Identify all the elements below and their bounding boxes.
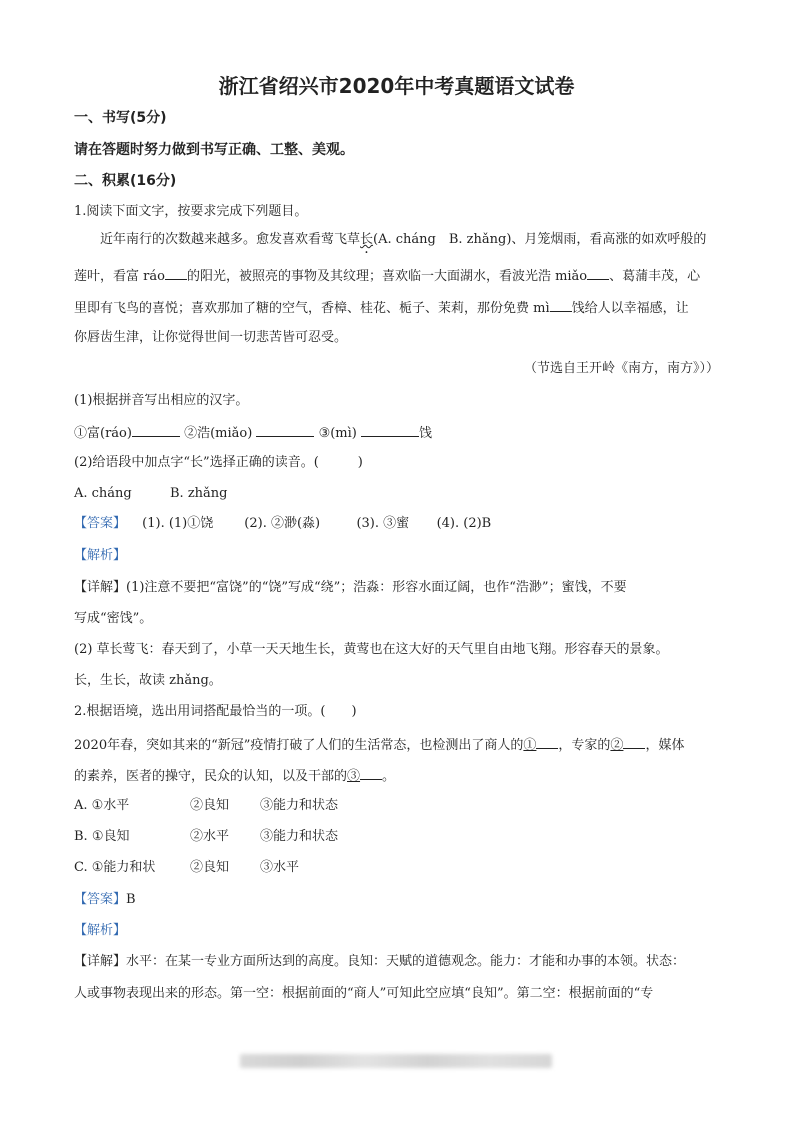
detail-1-line-4: 长，生长，故读 zhǎng。 — [74, 673, 222, 688]
answer-value: B — [126, 892, 136, 907]
answer-label: 【答案】 — [74, 892, 127, 907]
answer-line-1: 【答案】 (1). (1)①饶 (2). ②渺(淼) (3). ③蜜 (4). (2)B — [74, 516, 492, 531]
passage-line-2: 莲叶，看富 ráo 的阳光，被照亮的事物及其纹理；喜欢临一大面湖水，看波光浩 miǎo 、葛蒲丰茂，心 — [74, 266, 700, 286]
detail-2-line-1: 【详解】水平：在某一专业方面所达到的高度。良知：天赋的道德观念。能力：才能和办事的本领。状态： — [74, 954, 686, 969]
blurred-footer — [240, 1054, 552, 1068]
question-2-line-1: 2020年春，突如其来的“新冠”疫情打破了人们的生活常态，也检测出了商人的① ，专家的② ，媒体 — [74, 735, 684, 755]
option-a: A. cháng — [74, 486, 132, 501]
section-2-heading: 二、积累(16分) — [74, 173, 177, 189]
analysis-label-2: 【解析】 — [74, 923, 127, 938]
option-b: B. zhǎng — [170, 486, 228, 501]
q2-option-b: B. ①良知 ②水平 ③能力和状态 — [74, 829, 339, 844]
passage-source: （节选自王开岭《南方，南方》）） — [523, 361, 719, 376]
section-1-heading: 一、书写(5分) — [74, 110, 167, 126]
analysis-label-1: 【解析】 — [74, 548, 127, 563]
q2-option-c: C. ①能力和状 ②良知 ③水平 — [74, 860, 300, 875]
detail-1-line-2: 写成“密饯”。 — [74, 611, 153, 626]
page-title: 浙江省绍兴市2020年中考真题语文试卷 — [218, 74, 575, 98]
answer-label: 【答案】 — [74, 516, 127, 531]
q2-option-a: A. ①水平 ②良知 ③能力和状态 — [74, 798, 339, 813]
passage-line-4: 你唇齿生津，让你觉得世间一切悲苦皆可忍受。 — [74, 330, 348, 345]
passage-line-1: 近年南行的次数越来越多。愈发喜欢看莺飞草长(A. cháng B. zhǎng)、月笼烟雨，看高涨的如欢呼般的 — [100, 232, 707, 247]
detail-2-line-2: 人或事物表现出来的形态。第一空：根据前面的“商人”可知此空应填“良知”。第二空：根据前面的“专 — [74, 986, 654, 1001]
dotted-char: 长 — [360, 232, 374, 247]
sub-question-1: (1)根据拼音写出相应的汉字。 — [74, 393, 249, 408]
question-2-stem: 2.根据语境，选出用词搭配最恰当的一项。( ) — [74, 704, 357, 719]
question-2-line-2: 的素养，医者的操守，民众的认知，以及干部的③ 。 — [74, 766, 395, 786]
sub-question-2: (2)给语段中加点字“长”选择正确的读音。( ) — [74, 455, 363, 470]
section-1-instruction: 请在答题时努力做到书写正确、工整、美观。 — [74, 142, 354, 158]
detail-1-line-1: 【详解】(1)注意不要把“富饶”的“饶”写成“绕”；浩淼：形容水面辽阔，也作“浩渺”；蜜饯，不要 — [74, 580, 627, 595]
question-1-stem: 1.阅读下面文字，按要求完成下列题目。 — [74, 204, 308, 219]
answer-line-2 — [74, 891, 136, 909]
passage-line-3: 里即有飞鸟的喜悦；喜欢那加了糖的空气，香樟、桂花、栀子、茉莉，那份免费 mì 饯给人以幸福感，让 — [74, 298, 689, 318]
detail-1-line-3: (2) 草长莺飞：春天到了，小草一天天地生长，黄莺也在这大好的天气里自由地飞翔。形容春天的景象。 — [74, 642, 669, 657]
fill-blank-line: ①富(ráo) ②浩(miǎo) ③(mì) 饯 — [74, 423, 432, 443]
options-line — [74, 485, 227, 503]
